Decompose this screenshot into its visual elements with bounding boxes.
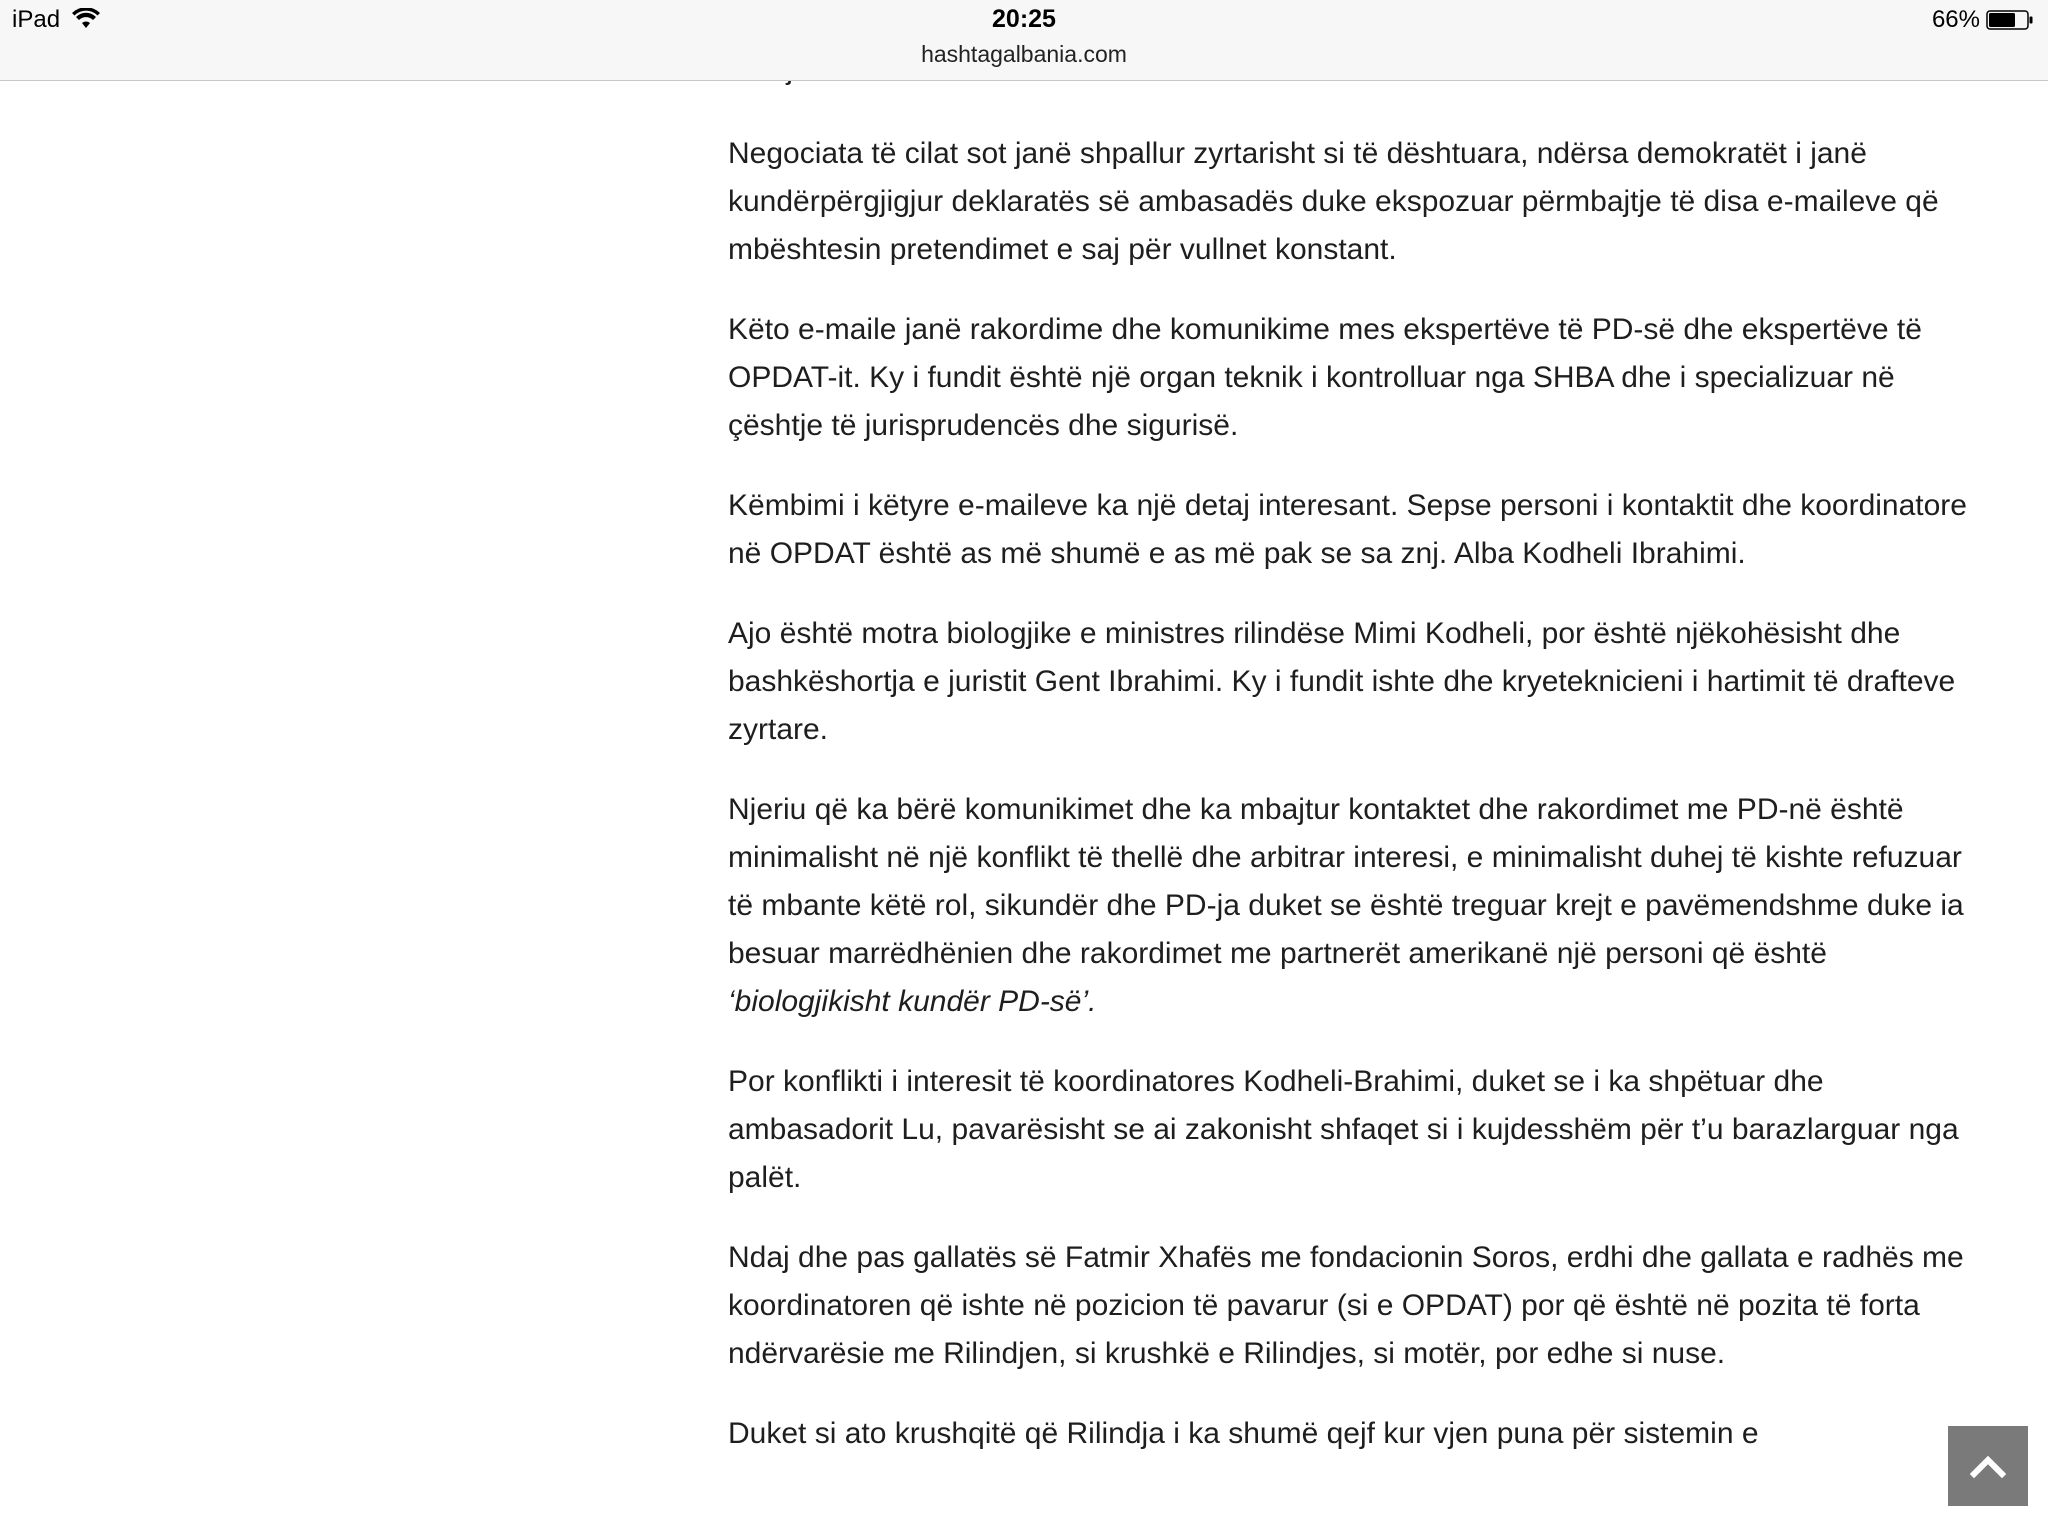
article-paragraphs — [728, 130, 1978, 1490]
paragraph-6: Por konflikti i interesit të koordinatores Kodheli-Brahimi, duket se i ka shpëtuar dhe ambasadorit Lu, pavarësisht se ai zakonisht shfaqet si i kujdesshëm për t’u barazlarguar nga palët. — [728, 1065, 1959, 1194]
paragraph-5 — [728, 786, 1978, 1026]
paragraph-4: Ajo është motra biologjike e ministres rilindëse Mimi Kodheli, por është njëkohësisht dhe bashkëshortja e juristit Gent Ibrahimi. Ky i fundit ishte dhe kryeteknicieni i hartimit të drafteve zyrtare. — [728, 617, 1956, 746]
paragraph-1: Negociata të cilat sot janë shpallur zyrtarisht si të dështuara, ndërsa demokratët i janë kundërpërgjigjur deklaratës së ambasadës duke ekspozuar përmbajtje të disa e-maileve që mbështesin pretendimet e saj për vullnet konstant. — [728, 137, 1939, 266]
clock: 20:25 — [992, 5, 1056, 33]
device-label: iPad — [12, 6, 61, 33]
address-url[interactable]: hashtagalbania.com — [921, 41, 1127, 67]
status-bar — [0, 0, 2048, 81]
italic-quote: ‘biologjikisht kundër PD-së’. — [728, 985, 1097, 1018]
paragraph-2: Këto e-maile janë rakordime dhe komunikime mes ekspertëve të PD-së dhe ekspertëve të OPDAT-it. Ky i fundit është një organ teknik i kontrolluar nga SHBA dhe i specializuar në çështje të jurisprudencës dhe sigurisë. — [728, 313, 1922, 442]
battery-percentage: 66% — [1931, 6, 1980, 33]
paragraph-8: Duket si ato krushqitë që Rilindja i ka shumë qejf kur vjen puna për sistemin e — [728, 1417, 1759, 1450]
paragraph-5-text: Njeriu që ka bërë komunikimet dhe ka mbajtur kontaktet dhe rakordimet me PD-në është minimalisht në një konflikt të thellë dhe arbitrar interesi, e minimalisht duhej të kishte refuzuar të mbante këtë rol, sikundër dhe PD-ja duket se është treguar krejt e pavëmendshme duke ia besuar marrëdhënien dhe rakordimet me partnerët amerikanë një personi që është — [728, 793, 1964, 970]
battery-icon — [1986, 10, 2034, 30]
paragraph-3: Këmbimi i këtyre e-maileve ka një detaj interesant. Sepse personi i kontaktit dhe koordinatore në OPDAT është as më shumë e as më pak se sa znj. Alba Kodheli Ibrahimi. — [728, 489, 1967, 570]
scroll-to-top-button[interactable] — [1948, 1426, 2028, 1506]
paragraph-7: Ndaj dhe pas gallatës së Fatmir Xhafës me fondacionin Soros, erdhi dhe gallata e radhës me koordinatoren që ishte në pozicion të pavarur (si e OPDAT) por që është në pozita të forta ndërvarësie me Rilindjen, si krushkë e Rilindjes, si motër, por edhe si nuse. — [728, 1241, 1964, 1370]
chevron-up-icon — [1970, 1454, 2006, 1478]
